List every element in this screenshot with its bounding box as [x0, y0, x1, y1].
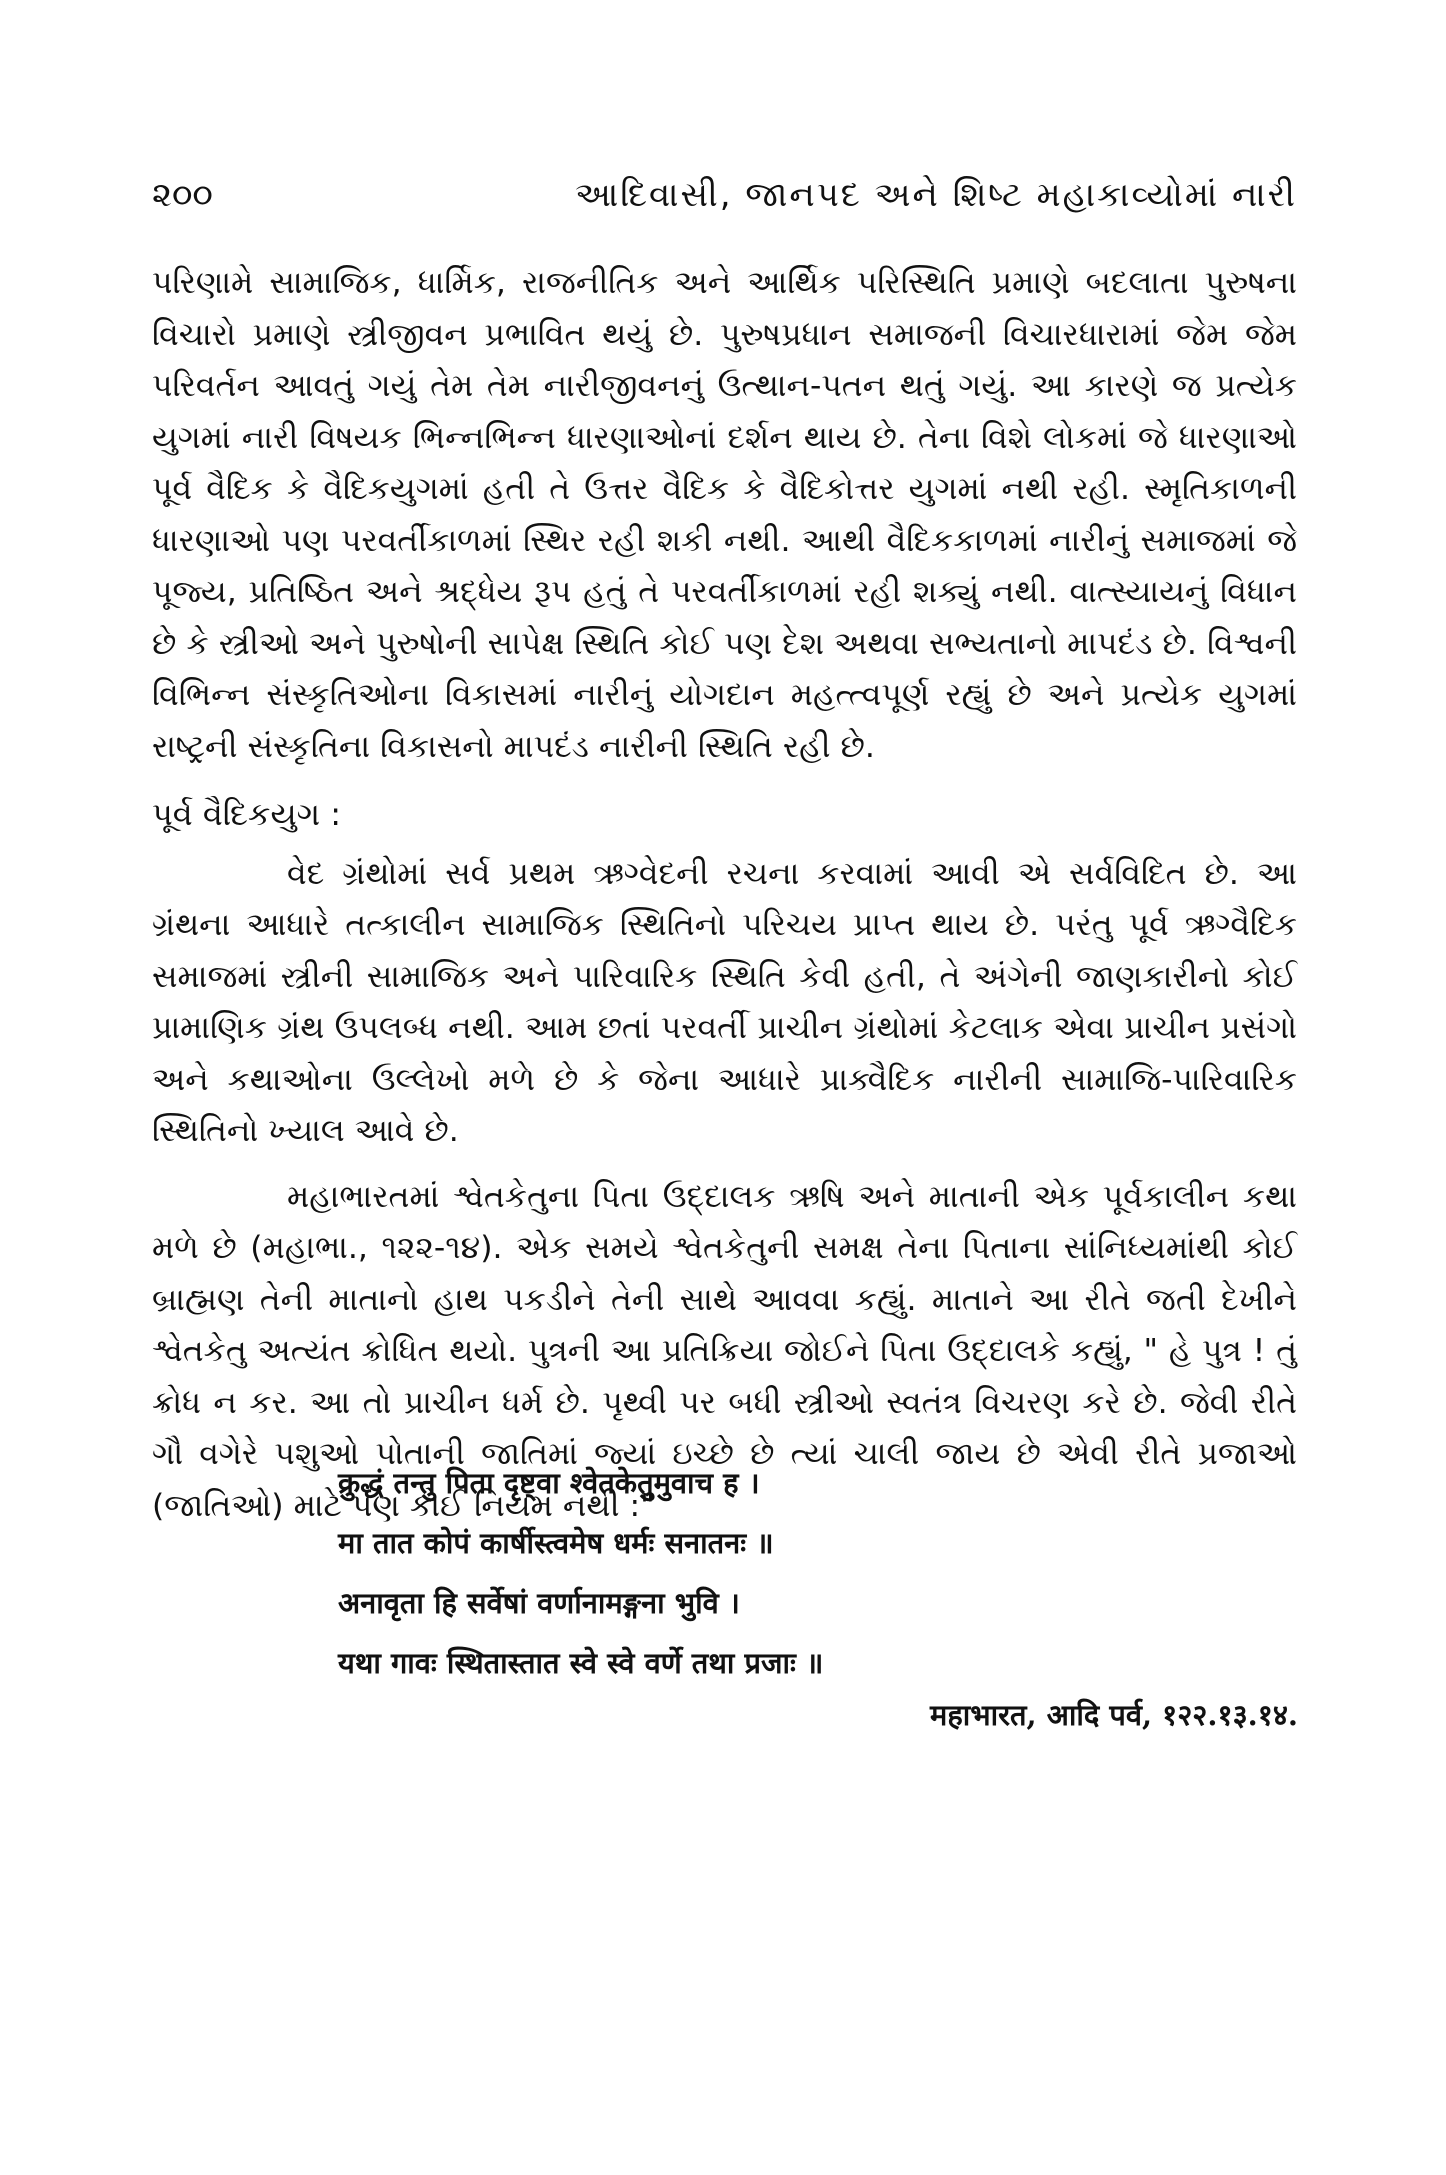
verse-line: मा तात कोपं कार्षीस्त्वमेष धर्मः सनातनः ॥ — [338, 1526, 774, 1560]
verse-line: क्रुद्धं तन्तु पिता दृष्ट्वा श्वेतकेतुमुवाच ह । — [338, 1466, 760, 1500]
sanskrit-verse — [338, 1453, 1298, 1693]
paragraph-mahabharata: મહાભારતમાં શ્વેતકેતુના પિતા ઉદ્દાલક ઋષિ અને માતાની એક પૂર્વકાલીન કથા મળે છે (મહાભા., ૧૨૨-૧૪). એક સમયે શ્વેતકેતુની સમક્ષ તેના પિતાના સાંનિધ્યમાંથી કોઈ બ્રાહ્મણ તેની માતાનો હાથ પકડીને તેની સાથે આવવા કહ્યું. માતાને આ રીતે જતી દેખીને શ્વેતકેતુ અત્યંત ક્રોધિત થયો. પુત્રની આ પ્રતિક્રિયા જોઈને પિતા ઉદ્દાલકે કહ્યું, " હે પુત્ર ! તું ક્રોધ ન કર. આ તો પ્રાચીન ધર્મ છે. પૃથ્વી પર બધી સ્ત્રીઓ સ્વતંત્ર વિચરણ કરે છે. જેવી રીતે ગૌ વગેરે પશુઓ પોતાની જાતિમાં જ્યાં ઇચ્છે છે ત્યાં ચાલી જાય છે એવી રીતે પ્રજાઓ (જાતિઓ) માટે પણ કોઈ નિયમ નથી :" — [152, 1178, 1297, 1524]
section-heading: પૂર્વ વૈદિકયુગ : — [152, 795, 342, 833]
verse-line: अनावृता हि सर्वेषां वर्णानामङ्गना भुवि । — [338, 1586, 740, 1620]
verse-citation: महाभारत, आदि पर्व, १२२.१३.१४. — [929, 1698, 1298, 1732]
page-header — [152, 170, 1297, 220]
paragraph-vedic: વેદ ગ્રંથોમાં સર્વ પ્રથમ ઋગ્વેદની રચના કરવામાં આવી એ સર્વવિદિત છે. આ ગ્રંથના આધારે તત્કાલીન સામાજિક સ્થિતિનો પરિચય પ્રાપ્ત થાય છે. પરંતુ પૂર્વ ઋગ્વૈદિક સમાજમાં સ્ત્રીની સામાજિક અને પારિવારિક સ્થિતિ કેવી હતી, તે અંગેની જાણકારીનો કોઈ પ્રામાણિક ગ્રંથ ઉપલબ્ધ નથી. આમ છતાં પરવર્તી પ્રાચીન ગ્રંથોમાં કેટલાક એવા પ્રાચીન પ્રસંગો અને કથાઓના ઉલ્લેખો મળે છે કે જેના આધારે પ્રાક્વૈદિક નારીની સામાજિ-પારિવારિક સ્થિતિનો ખ્યાલ આવે છે. — [152, 855, 1297, 1149]
page-number: ૨૦૦ — [152, 175, 213, 215]
page-body — [152, 258, 1297, 1532]
paragraph-intro: પરિણામે સામાજિક, ધાર્મિક, રાજનીતિક અને આર્થિક પરિસ્થિતિ પ્રમાણે બદલાતા પુરુષના વિચારો પ્રમાણે સ્ત્રીજીવન પ્રભાવિત થયું છે. પુરુષપ્રધાન સમાજની વિચારધારામાં જેમ જેમ પરિવર્તન આવતું ગયું તેમ તેમ નારીજીવનનું ઉત્થાન-પતન થતું ગયું. આ કારણે જ પ્રત્યેક યુગમાં નારી વિષયક ભિન્નભિન્ન ધારણાઓનાં દર્શન થાય છે. તેના વિશે લોકમાં જે ધારણાઓ પૂર્વ વૈદિક કે વૈદિકયુગમાં હતી તે ઉત્તર વૈદિક કે વૈદિકોત્તર યુગમાં નથી રહી. સ્મૃતિકાળની ધારણાઓ પણ પરવર્તીકાળમાં સ્થિર રહી શકી નથી. આથી વૈદિકકાળમાં નારીનું સમાજમાં જે પૂજ્ય, પ્રતિષ્ઠિત અને શ્રદ્ધેય રૂપ હતું તે પરવર્તીકાળમાં રહી શક્યું નથી. વાત્સ્યાયનું વિધાન છે કે સ્ત્રીઓ અને પુરુષોની સાપેક્ષ સ્થિતિ કોઈ પણ દેશ અથવા સભ્યતાનો માપદંડ છે. વિશ્વની વિભિન્ન સંસ્કૃતિઓના વિકાસમાં નારીનું યોગદાન મહત્ત્વપૂર્ણ રહ્યું છે અને પ્રત્યેક યુગમાં રાષ્ટ્રની સંસ્કૃતિના વિકાસનો માપદંડ નારીની સ્થિતિ રહી છે. — [152, 265, 1297, 765]
running-title: આદિવાસી, જાનપદ અને શિષ્ટ મહાકાવ્યોમાં નારી — [575, 175, 1297, 215]
verse-line: यथा गावः स्थितास्तात स्वे स्वे वर्णे तथा प्रजाः ॥ — [338, 1646, 824, 1680]
